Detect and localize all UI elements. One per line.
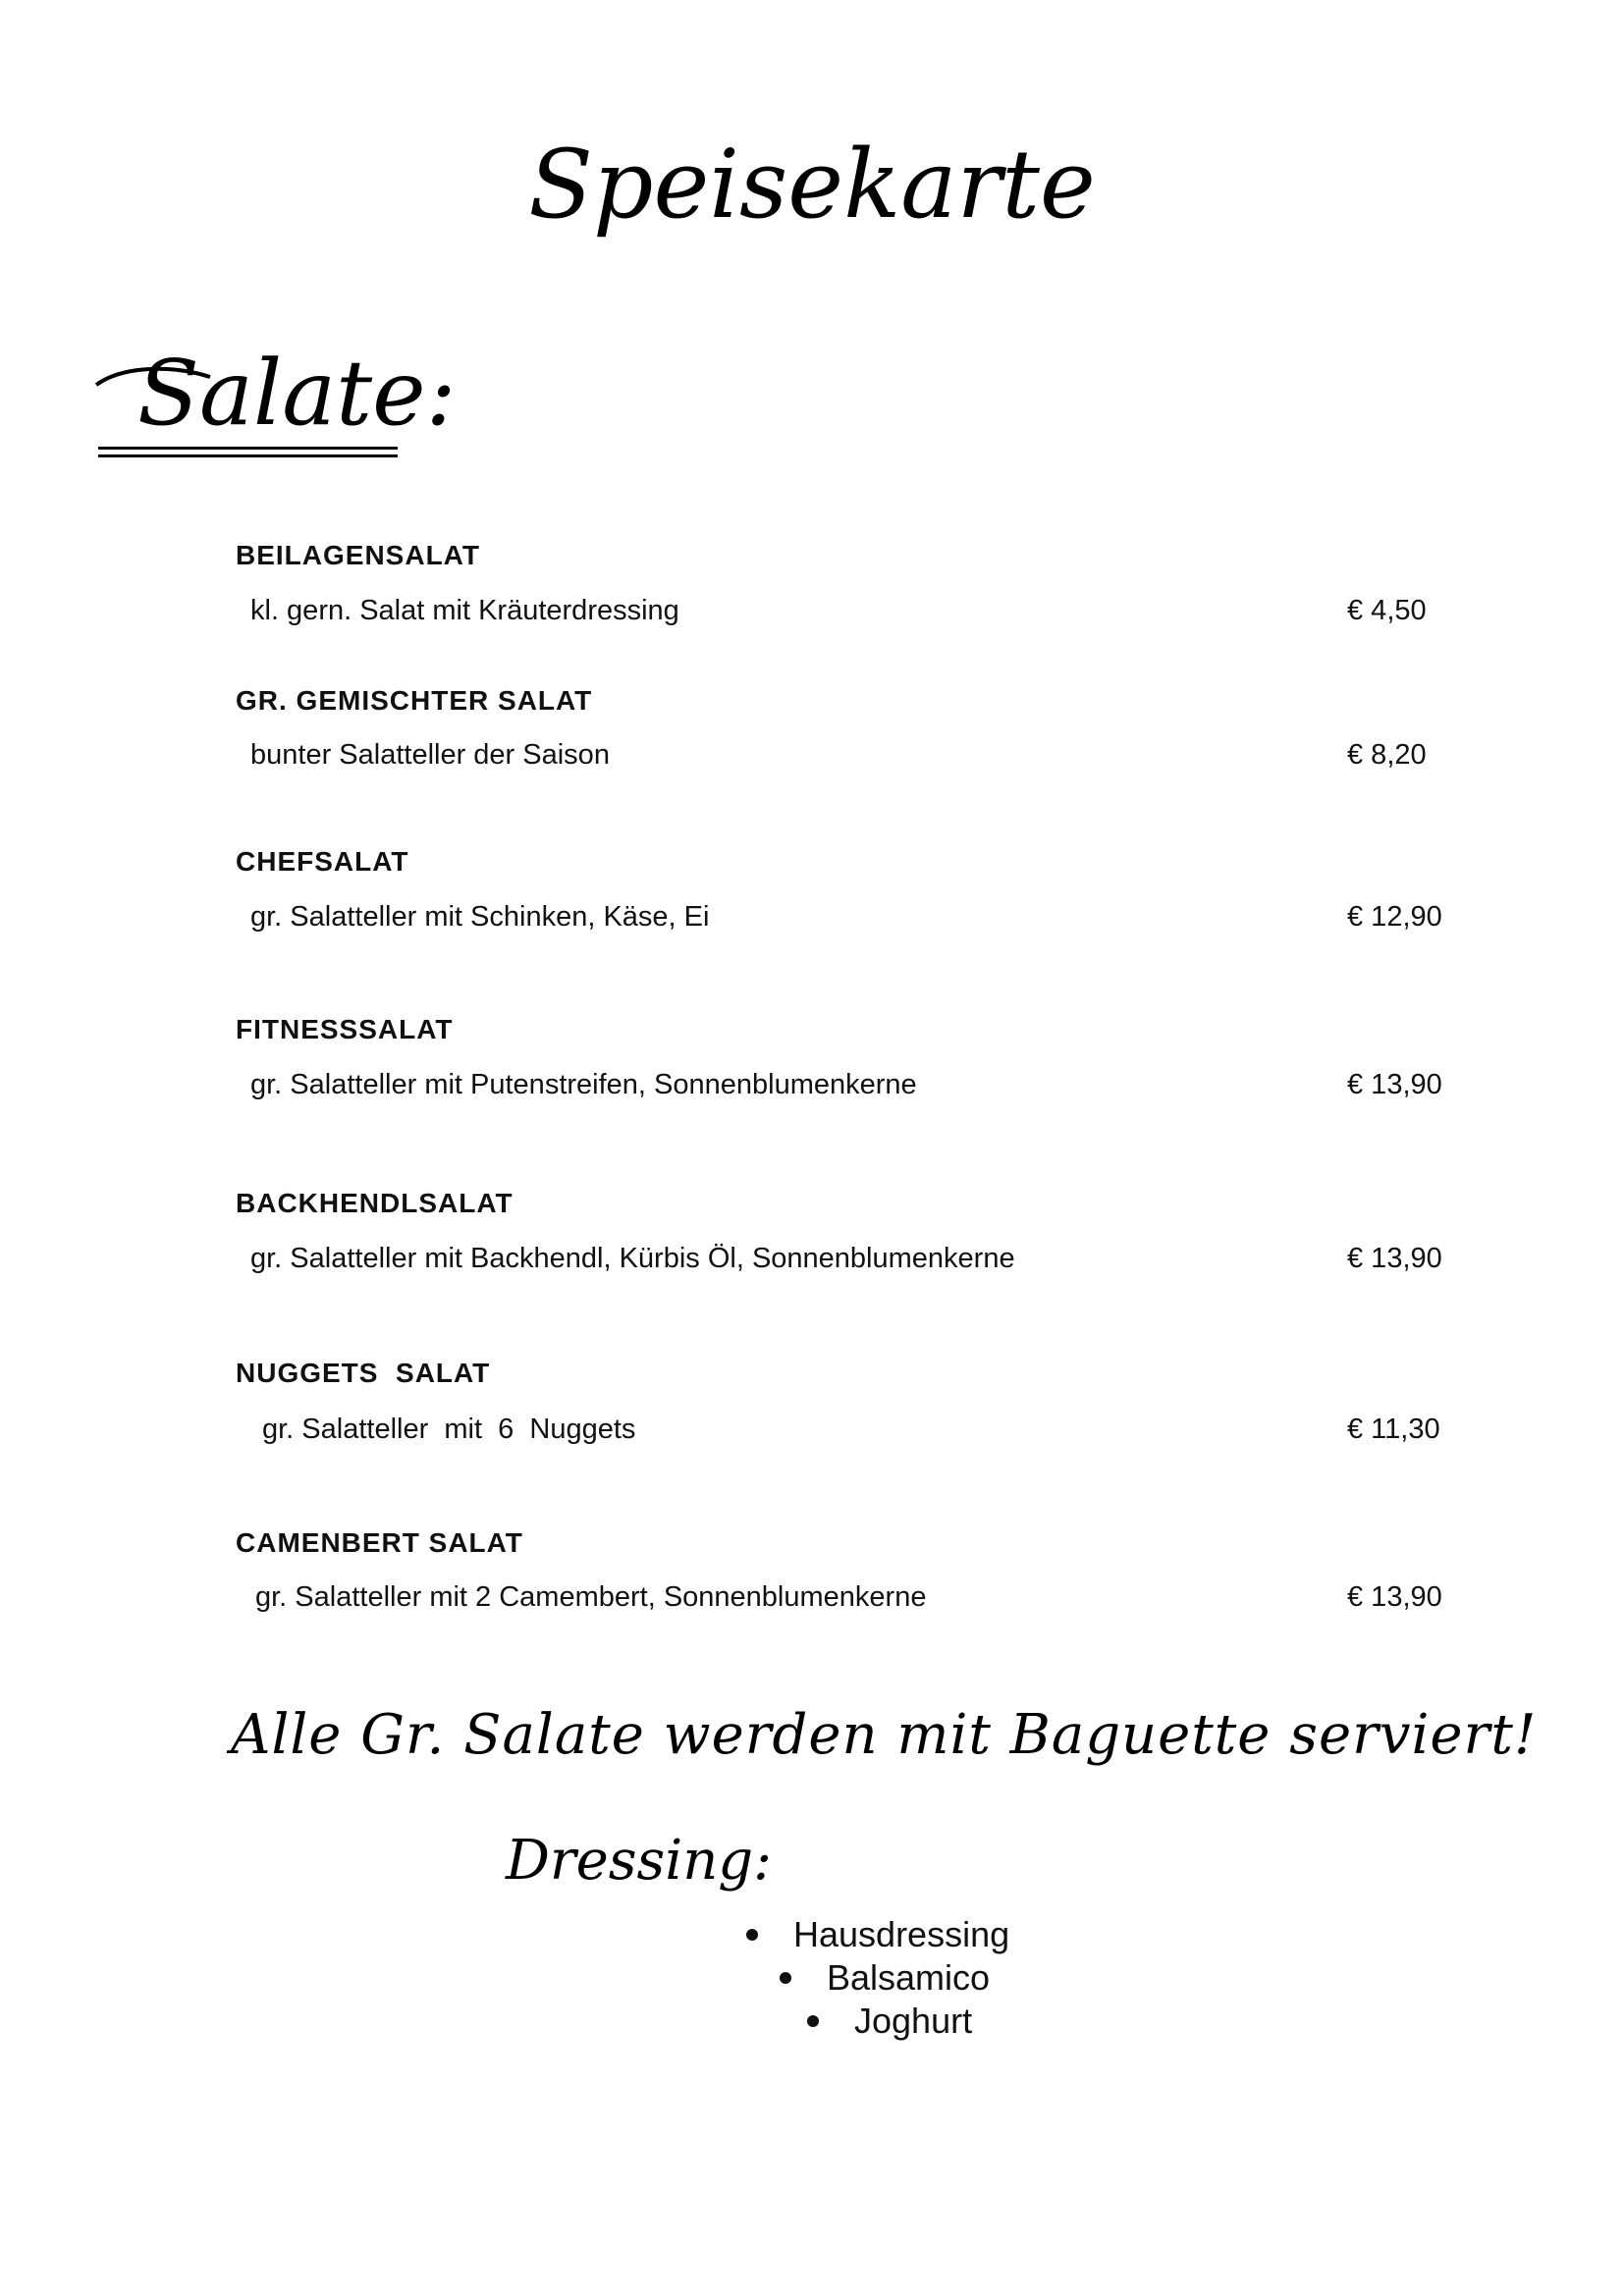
- page-title: Speisekarte: [528, 130, 1096, 240]
- dressing-option-label: Joghurt: [854, 2001, 973, 2041]
- item-name: FITNESSSALAT: [236, 1014, 454, 1044]
- item-description: gr. Salatteller mit Putenstreifen, Sonnenblumenkerne: [250, 1069, 917, 1100]
- item-price: € 13,90: [1347, 1069, 1442, 1100]
- section-underline: [98, 447, 398, 450]
- item-price: € 8,20: [1347, 739, 1427, 771]
- item-description: gr. Salatteller mit Backhendl, Kürbis Öl, Sonnenblumenkerne: [250, 1243, 1015, 1274]
- section-heading-salate: Salate:: [137, 341, 457, 446]
- item-description: gr. Salatteller mit 6 Nuggets: [262, 1414, 636, 1445]
- item-name: NUGGETS SALAT: [236, 1358, 491, 1388]
- section-underline-double: [98, 454, 398, 457]
- dressing-heading: Dressing:: [506, 1829, 772, 1893]
- item-name: BEILAGENSALAT: [236, 540, 480, 570]
- dressing-option-label: Balsamico: [827, 1957, 991, 1998]
- bullet-icon: [807, 2015, 819, 2027]
- bullet-icon: [780, 1972, 791, 1984]
- item-price: € 11,30: [1347, 1414, 1440, 1445]
- item-name: CHEFSALAT: [236, 846, 409, 877]
- item-description: gr. Salatteller mit Schinken, Käse, Ei: [250, 901, 710, 933]
- item-description: gr. Salatteller mit 2 Camembert, Sonnenblumenkerne: [255, 1581, 927, 1613]
- item-description: bunter Salatteller der Saison: [250, 739, 610, 771]
- item-price: € 4,50: [1347, 595, 1427, 626]
- dressing-option: [807, 2001, 972, 2042]
- dressing-option: [780, 1957, 990, 1999]
- item-price: € 13,90: [1347, 1581, 1442, 1613]
- dressing-option: [746, 1914, 1009, 1955]
- item-name: CAMENBERT SALAT: [236, 1527, 523, 1558]
- dressing-option-label: Hausdressing: [793, 1914, 1010, 1954]
- item-price: € 13,90: [1347, 1243, 1442, 1274]
- item-description: kl. gern. Salat mit Kräuterdressing: [250, 595, 679, 626]
- baguette-note: Alle Gr. Salate werden mit Baguette serviert!: [231, 1703, 1538, 1767]
- item-name: GR. GEMISCHTER SALAT: [236, 685, 593, 716]
- bullet-icon: [746, 1929, 758, 1941]
- item-name: BACKHENDLSALAT: [236, 1188, 514, 1218]
- item-price: € 12,90: [1347, 901, 1442, 933]
